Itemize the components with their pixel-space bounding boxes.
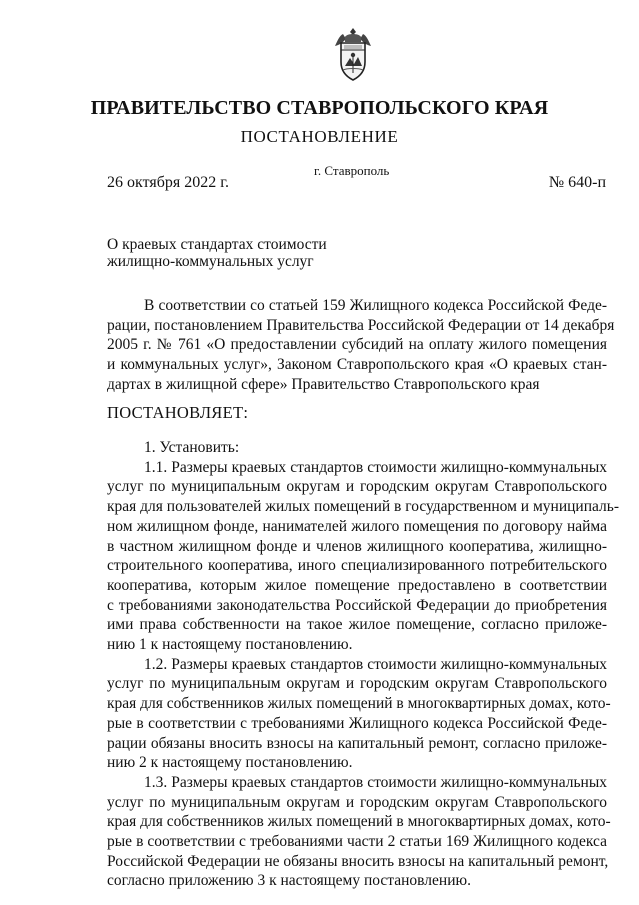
item-1-3-line: услуг по муниципальным округам и городским округам Ставропольского [107,793,607,811]
resolution-items [107,438,619,891]
item-1-1-line: ими права собственности на такое жилое помещение, согласно приложе- [107,616,607,634]
document-subject [107,236,327,270]
item-1-1-line: кооператива, которым жилое помещение предоставлено в соответствии [107,576,607,594]
resolves-heading: ПОСТАНОВЛЯЕТ: [107,403,249,422]
item-1-heading: 1. Установить: [144,439,240,456]
item-1-2-line: рации обязаны вносить взносы на капитальный ремонт, согласно приложе- [107,734,607,752]
item-1-2-line: нию 2 к настоящему постановлению. [107,754,353,772]
preamble [107,296,615,395]
item-1-1-line: услуг по муниципальным округам и городским округам Ставропольского [107,478,607,496]
document-date: 26 октября 2022 г. [107,174,229,191]
item-1-1-line: строительного кооператива, иного специализированного потребительского [107,557,607,575]
item-1-3-line: Российской Федерации не обязаны вносить взносы на капитальный ремонт, [107,852,609,870]
subject-line: О краевых стандартах стоимости [107,236,327,253]
item-1-3-line: края для собственников жилых помещений в многоквартирных домах, кото- [107,813,611,831]
preamble-line: 2005 г. № 761 «О предоставлении субсидий на оплату жилого помещения [107,336,607,354]
item-1-2-line: края для собственников жилых помещений в многоквартирных домах, кото- [107,695,611,713]
item-1-1-line: ном жилищном фонде, нанимателей жилого помещения по договору найма [107,517,607,535]
item-1-2-line: 1.2. Размеры краевых стандартов стоимости жилищно-коммунальных [144,655,607,673]
preamble-line: В соответствии со статьей 159 Жилищного кодекса Российской Феде- [144,297,607,314]
item-1-3-line: рые в соответствии с требованиями части 2 статьи 169 Жилищного кодекса [107,833,607,851]
document-number: № 640-п [548,174,606,191]
preamble-line: дартах в жилищной сфере» Правительство Ставропольского края [107,375,540,393]
item-1-3-line: согласно приложению 3 к настоящему постановлению. [107,872,471,890]
item-1-2-line: рые в соответствии с требованиями Жилищного кодекса Российской Феде- [107,714,607,732]
preamble-line: рации, постановлением Правительства Российской Федерации от 14 декабря [107,316,615,334]
city: г. Ставрополь [314,163,390,178]
subject-line: жилищно-коммунальных услуг [107,253,314,270]
preamble-line: и коммунальных услуг», Законом Ставропольского края «О краевых стан- [107,356,607,374]
document-type: ПОСТАНОВЛЕНИЕ [240,127,399,146]
item-1-1-line: края для пользователей жилых помещений в государственном и муниципаль- [107,498,619,516]
item-1-1-line: 1.1. Размеры краевых стандартов стоимости жилищно-коммунальных [144,458,607,476]
coat-of-arms-icon [331,26,375,82]
item-1-1-line: нию 1 к настоящему постановлению. [107,636,353,654]
item-1-1-line: в частном жилищном фонде и членов жилищного кооператива, жилищно- [107,537,607,555]
item-1-3-line: 1.3. Размеры краевых стандартов стоимости жилищно-коммунальных [144,773,607,791]
government-title: ПРАВИТЕЛЬСТВО СТАВРОПОЛЬСКОГО КРАЯ [90,97,549,119]
item-1-2-line: услуг по муниципальным округам и городским округам Ставропольского [107,675,607,693]
item-1-1-line: с требованиями законодательства Российской Федерации до приобретения [107,596,607,614]
